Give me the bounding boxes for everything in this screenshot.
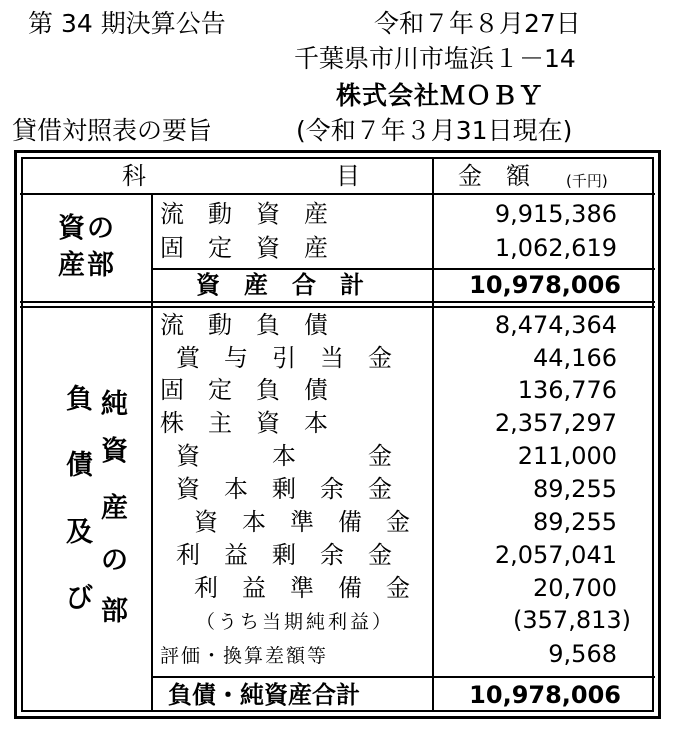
liab-row-value: 20,700 bbox=[533, 574, 617, 602]
col-amount: 金 額 bbox=[458, 162, 530, 190]
liab-row-value: 44,166 bbox=[533, 344, 617, 372]
asset-section-line bbox=[20, 301, 655, 303]
statement-date: (令和７年３月31日現在) bbox=[296, 116, 573, 145]
notice-date: 令和７年８月27日 bbox=[374, 9, 581, 38]
liab-label-col2-4: 部 bbox=[101, 596, 128, 627]
liab-row-label: 流 動 負 債 bbox=[160, 311, 328, 339]
liab-label-col1-1: 債 bbox=[66, 450, 93, 481]
liab-label-col2-1: 資 bbox=[101, 436, 128, 467]
asset-total-label: 資 産 合 計 bbox=[196, 271, 364, 299]
assets-section-label-1: 資の bbox=[58, 213, 116, 244]
liab-total-label: 負債・純資産合計 bbox=[168, 681, 360, 709]
company-address: 千葉県市川市塩浜１－14 bbox=[294, 44, 576, 73]
liab-row-label: 資 本 金 bbox=[176, 442, 392, 470]
asset-row-value: 9,915,386 bbox=[494, 200, 617, 228]
liab-row-value: (357,813) bbox=[513, 606, 631, 634]
statement-title: 貸借対照表の要旨 bbox=[12, 116, 213, 145]
liab-row-label: 資 本 準 備 金 bbox=[194, 508, 410, 536]
liab-row-label: 評価・換算差額等 bbox=[160, 645, 329, 667]
asset-total-value: 10,978,006 bbox=[469, 271, 621, 299]
liab-total-line bbox=[151, 676, 655, 678]
col-unit: (千円) bbox=[566, 172, 608, 190]
liab-label-col1-0: 負 bbox=[66, 384, 93, 415]
liab-row-label: 利 益 準 備 金 bbox=[194, 574, 410, 602]
header-row-line bbox=[20, 193, 655, 195]
company-name: 株式会社ＭＯＢＹ bbox=[336, 81, 545, 110]
liab-row-label: 賞 与 引 当 金 bbox=[176, 344, 392, 372]
asset-section-line-2 bbox=[20, 306, 655, 308]
liab-label-col1-2: 及 bbox=[66, 517, 93, 548]
liab-label-col2-0: 純 bbox=[101, 389, 128, 420]
liab-row-value: 136,776 bbox=[517, 376, 617, 404]
amount-divider bbox=[432, 157, 434, 711]
section-divider bbox=[151, 194, 153, 711]
liab-row-value: 9,568 bbox=[548, 640, 617, 668]
liab-row-label: （うち当期純利益） bbox=[196, 611, 395, 633]
liab-row-value: 89,255 bbox=[533, 475, 617, 503]
liab-row-label: 資 本 剰 余 金 bbox=[176, 475, 392, 503]
assets-section-label-2: 産部 bbox=[58, 250, 116, 281]
liab-row-value: 89,255 bbox=[533, 508, 617, 536]
asset-row-label: 流 動 資 産 bbox=[160, 200, 328, 228]
liab-label-col2-2: 産 bbox=[101, 493, 128, 524]
liab-row-value: 2,357,297 bbox=[494, 409, 617, 437]
liab-row-value: 8,474,364 bbox=[494, 311, 617, 339]
asset-row-label: 固 定 資 産 bbox=[160, 234, 328, 262]
col-subject-left: 科 bbox=[122, 162, 146, 190]
liab-label-col1-3: び bbox=[66, 583, 93, 614]
liab-row-value: 211,000 bbox=[517, 442, 617, 470]
period-label: 第 34 期決算公告 bbox=[28, 9, 226, 38]
asset-row-value: 1,062,619 bbox=[494, 234, 617, 262]
liab-row-label: 株 主 資 本 bbox=[160, 409, 328, 437]
liab-label-col2-3: の bbox=[101, 545, 128, 576]
liab-row-label: 固 定 負 債 bbox=[160, 376, 328, 404]
col-subject-right: 目 bbox=[336, 162, 360, 190]
liab-row-value: 2,057,041 bbox=[494, 541, 617, 569]
liab-total-value: 10,978,006 bbox=[469, 681, 621, 709]
liab-row-label: 利 益 剰 余 金 bbox=[176, 541, 392, 569]
